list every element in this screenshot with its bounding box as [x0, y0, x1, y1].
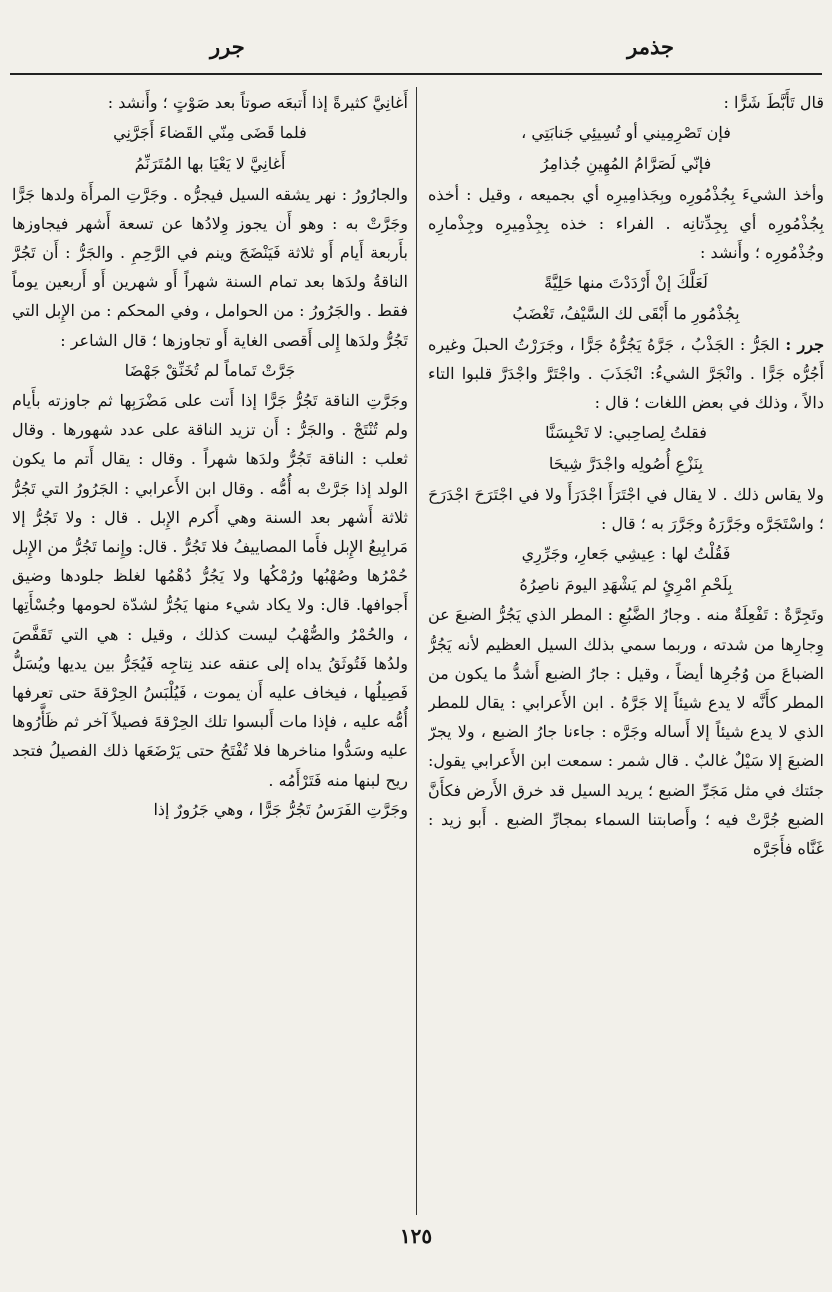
- paragraph: والجارُورُ : نهر يشقه السيل فيجرُّه . وجَرَّتِ المرأَة ولدها جَرًّا وجَرَّتْ به : وهو أَن يجوز وِلادُها عن تسعة أَشهر فيجاوزها بأَربعة أَيام أَو ثلاثة فَيَنْضَجَ وينم في الرَّحِمِ . والجَرُّ : أَن تَجُرَّ الناقةُ ولدَها بعد تمام السنة شهراً أَو شهرين أَو أَربعين يوماً فقط . والجَرُورُ : من الحوامل ، وفي المحكم : من الإِبل التي تَجُرُّ ولدَها إِلى أَقصى الغاية أَو تجاوزها ؛ قال الشاعر :: [12, 184, 408, 350]
- left-headword: جرر: [210, 34, 245, 59]
- verse-line: بِلَحْمِ امْرِئٍ لم يَشْهَدِ اليومَ ناصِرُهُ: [519, 575, 733, 595]
- entry-paragraph: [428, 330, 824, 418]
- entry-headword: جرر :: [785, 334, 824, 354]
- verse-line: أَغانِيَّ لا يَعْيَا بها المُتَرَنِّمُ: [134, 154, 286, 174]
- entry-text: الجَرُّ : الجَذْبُ ، جَرَّهُ يَجُرُّهُ جَرًّا ، وجَرَرْتُ الحبلَ وغيره أَجُرُّه جَرًّا . وانْجَرَّ الشيءُ: انْجَذَبَ . واجْتَرَّ واجْدَرَّ قلبوا التاء دالاً ، وذلك في بعض اللغات ؛ قال :: [428, 334, 824, 413]
- header-rule: [10, 73, 822, 75]
- verse-line: فإن تَصْرِمِيني أو تُسِيئِي جَنابَتِي ،: [521, 123, 731, 143]
- column-divider: [416, 87, 417, 1215]
- paragraph: أَغانِيَّ كثيرةً إذا أَتبعَه صوتاً بعد صَوْتٍ ؛ وأَنشد :: [107, 93, 408, 112]
- verse-line: جَرَّتْ تَماماً لم تُخَنِّقْ جَهْضَا: [124, 360, 296, 380]
- verse-line: فإنّي لَصَرَّامُ المُهِينِ جُذامِرُ: [540, 154, 712, 174]
- paragraph: وجَرَّتِ الفَرَسُ تَجُرُّ جَرًّا ، وهي جَرُورٌ إذا: [153, 799, 408, 819]
- page-number: ١٢٥: [399, 1224, 433, 1248]
- paragraph: وأخذ الشيءَ بِجُذْمُورِه وبِجَذامِيرِه أي بجميعه ، وقيل : أخذه بِجُذْمُورِه أي بِجِدِّتانِه . الفراء : خذه بِجِذْمِيرِه وجِذْمارِه وجُذْمُورِه ؛ وأَنشد :: [428, 184, 824, 263]
- verse-line: فلما قَضَى مِنّي القَضاءَ أَجَرَّنِي: [113, 123, 307, 143]
- verse-line: فَقُلْتُ لها : عِيشِي جَعارِ، وجَرِّرِي: [521, 544, 731, 564]
- verse-line: بِنَزْعِ أُصُولِه واجْدَرَّ شِيحَا: [548, 454, 704, 474]
- verse-line: بِجُذْمُورِ ما أَبْقَى لك السَّيْفُ، تَغْضَبُ: [512, 304, 740, 324]
- right-headword: جذمر: [627, 34, 674, 59]
- paragraph: وجَرَّتِ الناقة تَجُرُّ جَرًّا إذا أَتت على مَضْرَبِها ثم جاوزته بأَيام ولم تُنْتَجْ . والجَرُّ : أَن تزيد الناقة على عدد شهورها . وقال ثعلب : الناقة تَجُرُّ ولدَها شهراً . وقال : يقال أَتم ما يكون الولد إذا جَرَّتْ به أُمُّه . وقال ابن الأَعرابي : الجَرُورُ التي تَجُرُّ ثلاثة أَشهر بعد السنة وهي أَكرم الإِبل . قال : ولا تَجُرُّ إلا مَرابِيعُ الإِبل فأَما المصاييفُ فلا تَجُرُّ . قال: وإِنما تَجُرُّ من الإِبل حُمْرُها وصُهْبُها ورُمْكُها ولا يَجُرُّ دُهْمُها لغلظ جلودها وضيق أَجوافها. قال: ولا يكاد شيء منها يَجُرُّ لشدّة لحومها وجُسْأَتِها ، والحُمْرُ والصُّهْبُ ليست كذلك ، وقيل : هي التي تَقَفَّصَ ولدُها فَتُوثَقُ يداه إلى عنقه عند نِتاجِه فَيُجَرُّ بين يديها ويُسَلُّ فَصِيلُها ، فيخاف عليه أَن يموت ، فَيُلْبَسُ الحِرْقةَ حتى تعرفها أُمُّه عليه ، فإذا مات أَلبسوا تلك الحِرْقةَ فصيلاً آخر ثم ظَأَّرُوها عليه وسَدُّوا مناخرها فلا تُفْتَحُ حتى يَرْضَعَها ذلك الفصيلُ فتجد ريح لبنها منه فَتَرْأَمُه .: [12, 391, 408, 790]
- verse-line: لَعَلَّكَ إنْ أَرْدَدْتَ منها حَلِيَّةً: [544, 273, 708, 293]
- left-column: [12, 88, 408, 1216]
- right-column: [428, 88, 824, 1216]
- paragraph: ولا يقاس ذلك . لا يقال في اجْتَرَأَ اجْدَرَأَ ولا في اجْتَرَحَ اجْدَرَحَ ؛ واسْتَجَرَّه وجَرَّرَهُ وجَرَّرَ به ؛ قال :: [428, 484, 824, 533]
- right-intro: قال تَأَبَّطَ شَرًّا :: [723, 93, 824, 112]
- verse-line: فقلتُ لِصاحِبي: لا تَحْبِسَنَّا: [545, 423, 707, 443]
- paragraph: وتَجِرَّةٌ : تَفْعِلَةٌ منه . وجارُ الضَّبُعِ : المطر الذي يَجُرُّ الضبعَ عن وِجارِها من شدته ، وربما سمي بذلك السيل العظيم لأنه يَجُرُّ الضباعَ من وُجُرِها أيضاً ، وقيل : جارُ الضبع أَشدُّ ما يكون من المطر كأَنَّه لا يدع شيئاً إلا جَرَّهُ . ابن الأَعرابي : يقال للمطر الذي لا يدع شيئاً إلا أَساله وجَرَّه : جاءنا جارُ الضبع ، ولا يجرّ الضبعَ إلا سَيْلٌ غالبٌ . قال شمر : سمعت ابن الأَعرابي يقول: جئتك في مثل مَجَرِّ الضبع ؛ يريد السيل قد خرق الأَرض فكأَنَّ الضبع جُرَّتْ فيه ؛ وأَصابتنا السماء بمجارِّ الضبع . أَبو زيد : غَنَّاه فأَجَرَّه: [428, 605, 824, 859]
